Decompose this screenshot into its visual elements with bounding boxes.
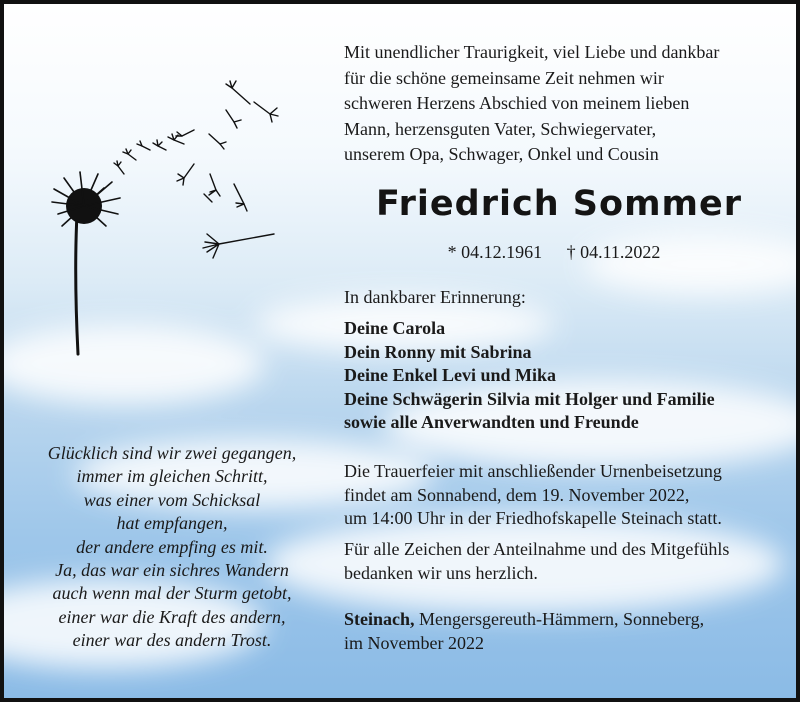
poem-line: auch wenn mal der Sturm getobt, xyxy=(52,583,292,604)
place-line xyxy=(344,608,704,632)
poem-line: Ja, das war ein sichres Wandern xyxy=(55,560,289,581)
thanks-line: bedanken wir uns herzlich. xyxy=(344,562,538,583)
intro-line: Mann, herzensguten Vater, Schwiegervater, xyxy=(344,118,657,139)
intro-line: schweren Herzens Abschied von meinem lieben xyxy=(344,93,690,113)
funeral-line: findet am Sonnabend, dem 19. November 2022, xyxy=(344,484,690,505)
place-rest: Mengersgereuth-Hämmern, Sonneberg, xyxy=(414,609,705,629)
place-and-date xyxy=(344,608,704,655)
place-date: im November 2022 xyxy=(344,632,484,653)
family-line: Deine Enkel Levi und Mika xyxy=(344,365,557,385)
family-line: Dein Ronny mit Sabrina xyxy=(344,341,532,362)
funeral-line: Die Trauerfeier mit anschließender Urnenbeisetzung xyxy=(344,461,722,481)
thanks-line: Für alle Zeichen der Anteilnahme und des Mitgefühls xyxy=(344,539,730,559)
place-bold: Steinach, xyxy=(344,609,415,629)
family-line: Deine Schwägerin Silvia mit Holger und Familie xyxy=(344,388,715,409)
intro-line: Mit unendlicher Traurigkeit, viel Liebe und dankbar xyxy=(344,42,720,62)
poem-line: was einer vom Schicksal xyxy=(83,489,261,510)
poem-line: einer war die Kraft des andern, xyxy=(58,606,286,627)
poem-line: der andere empfing es mit. xyxy=(76,536,268,557)
death-date: † 04.11.2022 xyxy=(566,242,661,262)
intro-line: unserem Opa, Schwager, Onkel und Cousin xyxy=(344,144,659,164)
poem-line: hat empfangen, xyxy=(116,513,228,534)
poem-line: Glücklich sind wir zwei gegangen, xyxy=(47,443,297,463)
deceased-name: Friedrich Sommer xyxy=(375,184,743,224)
dandelion-icon xyxy=(44,74,294,364)
intro-line: für die schöne gemeinsame Zeit nehmen wir xyxy=(344,67,664,88)
intro-text xyxy=(344,40,764,168)
remember-heading: In dankbarer Erinnerung: xyxy=(344,287,526,307)
poem xyxy=(22,442,322,653)
thanks-text xyxy=(344,538,729,585)
family-line: sowie alle Anverwandten und Freunde xyxy=(344,412,639,432)
family-list xyxy=(344,317,715,435)
life-dates xyxy=(354,242,754,263)
poem-line: einer war des andern Trost. xyxy=(72,630,272,651)
birth-date: * 04.12.1961 xyxy=(447,242,543,262)
funeral-info xyxy=(344,460,722,531)
poem-line: immer im gleichen Schritt, xyxy=(76,466,268,487)
funeral-line: um 14:00 Uhr in der Friedhofskapelle Steinach statt. xyxy=(344,508,722,528)
family-line: Deine Carola xyxy=(344,318,446,338)
